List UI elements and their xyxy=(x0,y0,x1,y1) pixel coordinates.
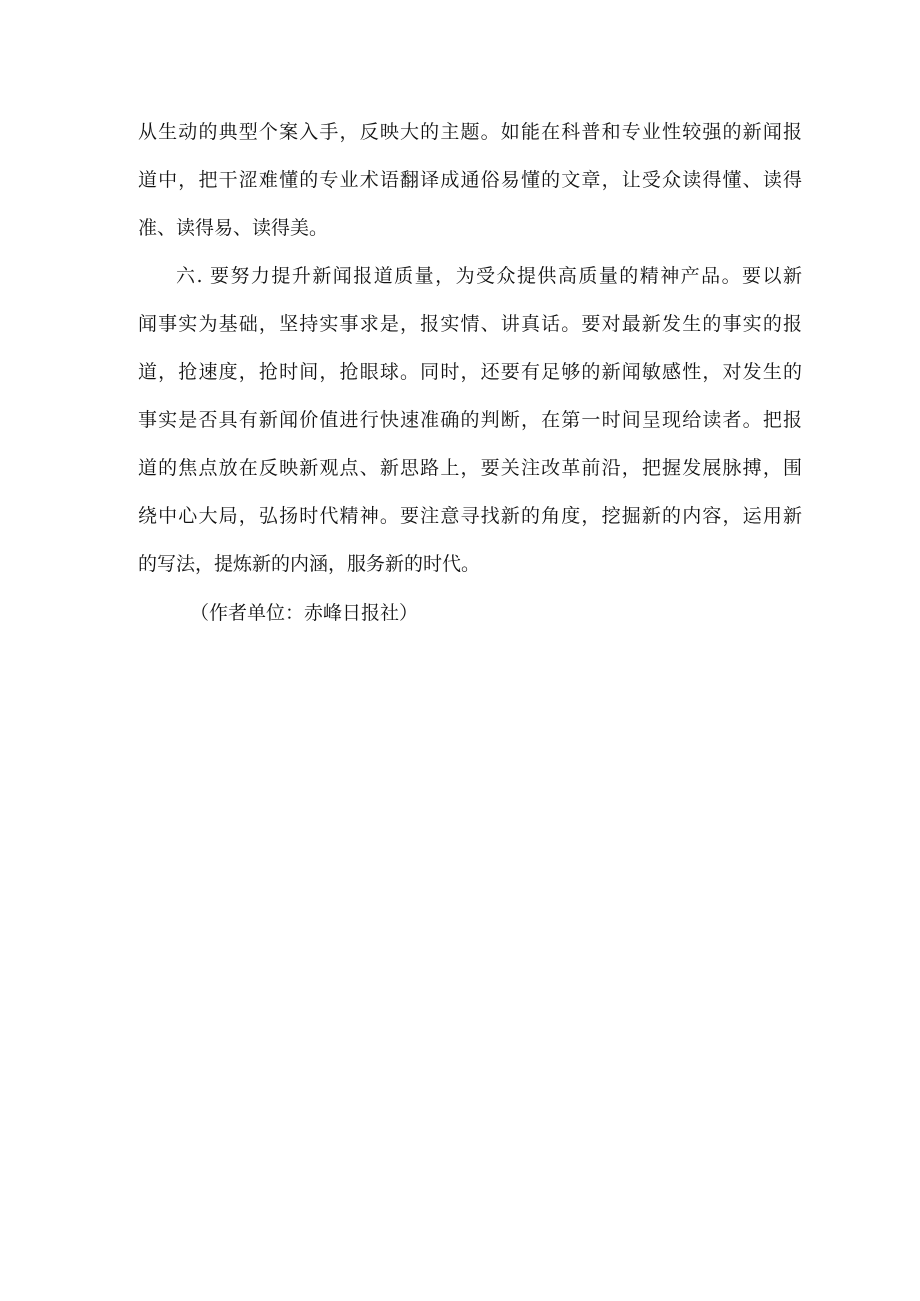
paragraph-line: 道，抢速度，抢时间，抢眼球。同时，还要有足够的新闻敏感性，对发生的 xyxy=(138,361,802,383)
paragraph-line: 绕中心大局，弘扬时代精神。要注意寻找新的角度，挖掘新的内容，运用新 xyxy=(138,505,802,527)
paragraph-line: 闻事实为基础，坚持实事求是，报实情、讲真话。要对最新发生的事实的报 xyxy=(138,313,802,335)
paragraph-line: 道的焦点放在反映新观点、新思路上，要关注改革前沿，把握发展脉搏，围 xyxy=(138,457,802,479)
author-affiliation: （作者单位：赤峰日报社） xyxy=(190,602,419,624)
paragraph-line: 道中，把干涩难懂的专业术语翻译成通俗易懂的文章，让受众读得懂、读得 xyxy=(138,169,802,191)
paragraph-line: 事实是否具有新闻价值进行快速准确的判断，在第一时间呈现给读者。把报 xyxy=(138,409,802,431)
paragraph-line: 的写法，提炼新的内涵，服务新的时代。 xyxy=(138,553,481,575)
paragraph-line: 六. 要努力提升新闻报道质量，为受众提供高质量的精神产品。要以新 xyxy=(176,265,802,287)
paragraph-line: 从生动的典型个案入手，反映大的主题。如能在科普和专业性较强的新闻报 xyxy=(138,121,802,143)
paragraph-line: 准、读得易、读得美。 xyxy=(138,217,329,239)
